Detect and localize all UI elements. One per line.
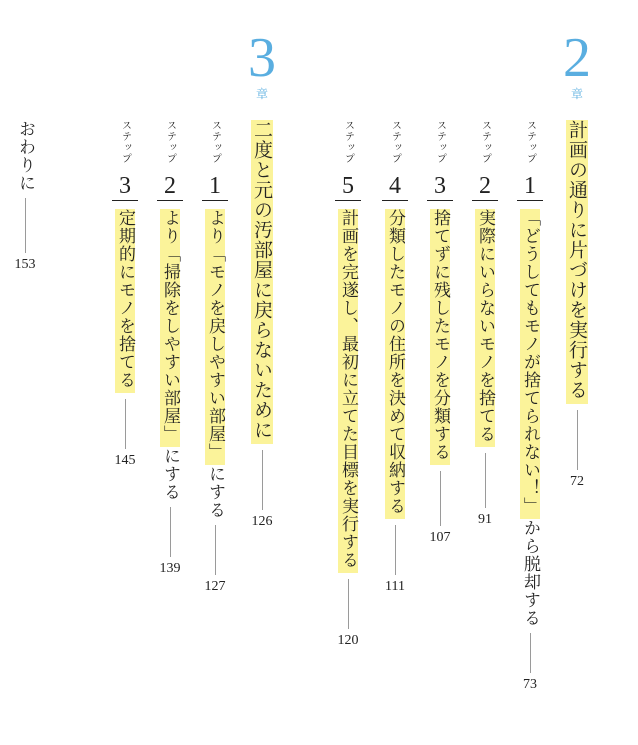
step-leader <box>440 471 441 526</box>
step-label: ステップ <box>119 120 131 164</box>
chapter-2-entry[interactable] <box>562 120 592 490</box>
step-title: 分類したモノの住所を決めて収納する <box>380 209 410 519</box>
closing-entry[interactable] <box>10 120 40 273</box>
step-page: 111 <box>385 579 405 594</box>
closing-page: 153 <box>14 257 36 272</box>
step-rule <box>517 200 543 201</box>
step-title: 捨てずに残したモノを分類する <box>425 209 455 465</box>
chapter-2-leader <box>577 410 578 470</box>
step-leader <box>530 633 531 673</box>
step-rule <box>335 200 361 201</box>
step-title: 計画を完遂し、最初に立てた目標を実行する <box>333 209 363 573</box>
step-number: 3 <box>434 173 446 199</box>
step-rule <box>382 200 408 201</box>
step-number: 2 <box>164 173 176 199</box>
step-leader <box>125 399 126 449</box>
step-label: ステップ <box>164 120 176 164</box>
chapter-3-label: 章 <box>255 87 268 101</box>
step-label: ステップ <box>342 120 354 164</box>
chapter-2-page: 72 <box>570 474 584 489</box>
step-page: 107 <box>429 530 451 545</box>
ch2-step-3[interactable] <box>425 120 455 546</box>
chapter-2-number: 2 <box>563 27 591 89</box>
step-page: 139 <box>159 561 181 576</box>
step-leader <box>215 525 216 575</box>
step-page: 91 <box>478 512 492 527</box>
chapter-3-number: 3 <box>248 27 276 89</box>
step-page: 120 <box>337 633 359 648</box>
chapter-3-entry[interactable] <box>247 120 277 530</box>
chapter-2-label: 章 <box>570 87 583 101</box>
step-title: より「モノを戻しやすい部屋」にする <box>205 209 225 519</box>
step-title: 「どうしてもモノが捨てられない！」から脱却する <box>520 209 540 627</box>
step-rule <box>427 200 453 201</box>
ch2-step-2[interactable] <box>470 120 500 528</box>
step-page: 127 <box>204 579 226 594</box>
step-number: 3 <box>119 173 131 199</box>
step-title: より「掃除をしやすい部屋」にする <box>160 209 180 501</box>
step-number: 2 <box>479 173 491 199</box>
step-leader <box>485 453 486 508</box>
ch3-step-3[interactable] <box>110 120 140 469</box>
closing-title: おわりに <box>15 120 35 192</box>
ch2-step-5[interactable] <box>333 120 363 649</box>
chapter-3-page: 126 <box>251 514 273 529</box>
closing-leader <box>25 198 26 253</box>
chapter-3-leader <box>262 450 263 510</box>
step-rule <box>112 200 138 201</box>
step-leader <box>395 525 396 575</box>
step-page: 73 <box>523 677 537 692</box>
ch3-step-1[interactable] <box>200 120 230 595</box>
step-rule <box>202 200 228 201</box>
chapter-3-title: 二度と元の汚部屋に戻らないために <box>247 120 277 444</box>
step-title: 定期的にモノを捨てる <box>110 209 140 393</box>
step-rule <box>472 200 498 201</box>
ch3-step-2[interactable] <box>155 120 185 577</box>
step-number: 5 <box>342 173 354 199</box>
step-number: 4 <box>389 173 401 199</box>
step-rule <box>157 200 183 201</box>
step-number: 1 <box>209 173 221 199</box>
ch2-step-4[interactable] <box>380 120 410 595</box>
ch2-step-1[interactable] <box>515 120 545 693</box>
step-title: 実際にいらないモノを捨てる <box>470 209 500 447</box>
step-leader <box>170 507 171 557</box>
step-leader <box>348 579 349 629</box>
step-label: ステップ <box>479 120 491 164</box>
step-page: 145 <box>114 453 136 468</box>
step-label: ステップ <box>524 120 536 164</box>
step-label: ステップ <box>389 120 401 164</box>
step-label: ステップ <box>209 120 221 164</box>
step-number: 1 <box>524 173 536 199</box>
step-label: ステップ <box>434 120 446 164</box>
chapter-2-title: 計画の通りに片づけを実行する <box>562 120 592 404</box>
